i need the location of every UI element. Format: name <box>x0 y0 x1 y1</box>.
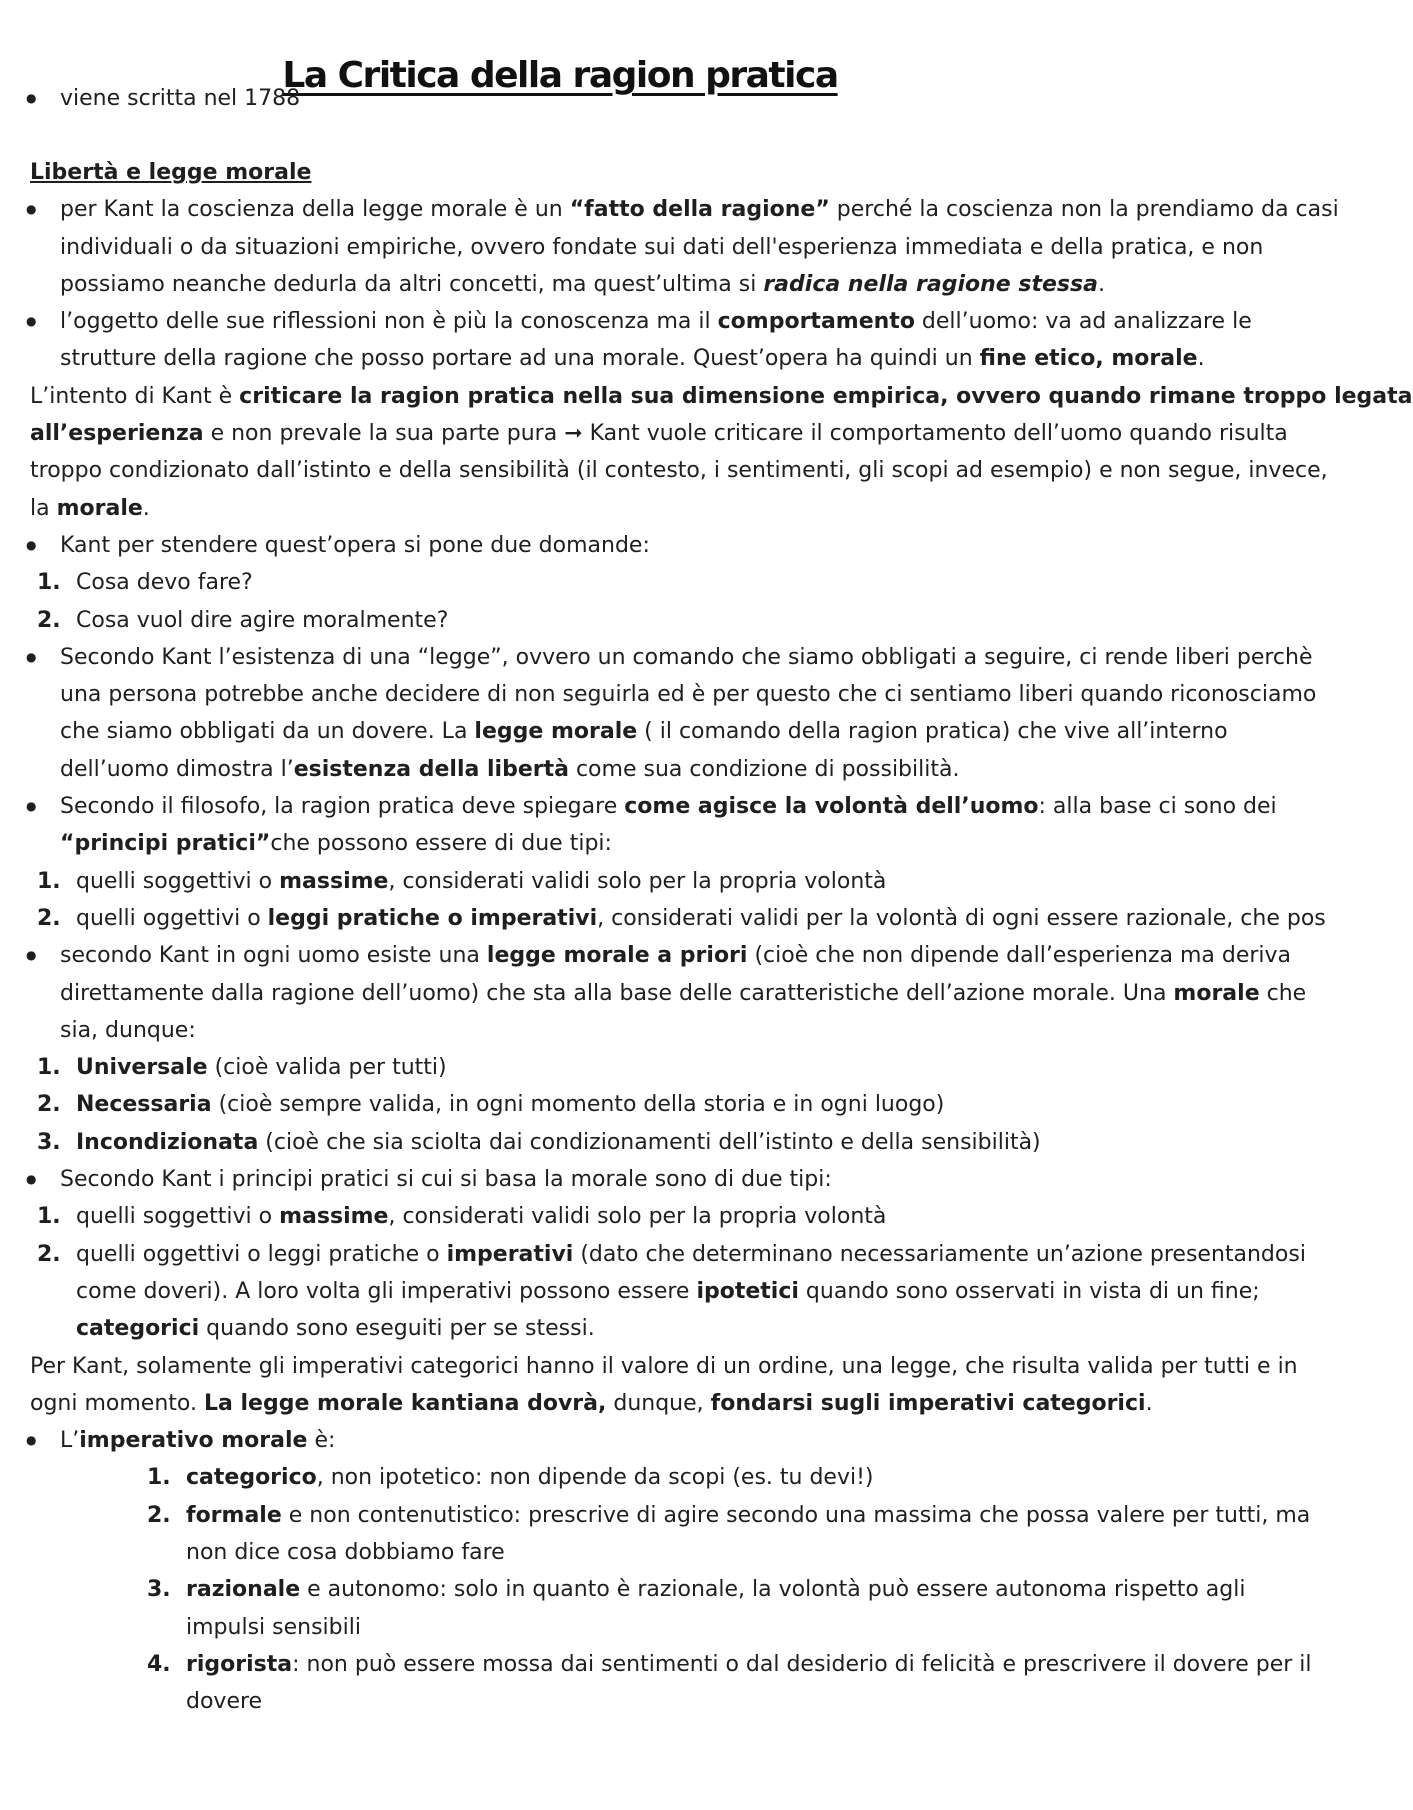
paragraph-imperativi-categorici: Per Kant, solamente gli imperativi categorici hanno il valore di un ordine, una legge, che risulta valida per tutti e in <box>30 1353 1298 1379</box>
text-line: troppo condizionato dall’istinto e della sensibilità (il contesto, i sentimenti, gli scopi ad esempio) e non segue, invece, <box>30 458 1328 484</box>
bullet-imperativo-morale: ● L’imperativo morale è: <box>30 1422 1260 1459</box>
text-line: direttamente dalla ragione dell’uomo) che sta alla base delle caratteristiche dell’azione morale. Una morale che <box>60 980 1307 1006</box>
bullet-domande: ● Kant per stendere quest’opera si pone due domande: <box>30 527 1260 564</box>
list-item: 1. Universale (cioè valida per tutti) <box>37 1055 447 1081</box>
list-item: 1. categorico, non ipotetico: non dipende da scopi (es. tu devi!) <box>147 1465 874 1491</box>
list-item: 1. quelli soggettivi o massime, considerati validi solo per la propria volontà <box>37 1204 887 1230</box>
list-item: 4. rigorista: non può essere mossa dai sentimenti o dal desiderio di felicità e prescrivere il dovere per il <box>147 1651 1312 1677</box>
bullet-oggetto: ● l’oggetto delle sue riflessioni non è più la conoscenza ma il comportamento dell’uomo: va ad analizzare le <box>30 303 1260 340</box>
text-line: dell’uomo dimostra l’esistenza della libertà come sua condizione di possibilità. <box>60 756 960 782</box>
document-body <box>30 80 1413 1720</box>
bullet-legge-liberta: ● Secondo Kant l’esistenza di una “legge”, ovvero un comando che siamo obbligati a seguire, ci rende liberi perchè <box>30 639 1260 676</box>
text-line: ogni momento. La legge morale kantiana dovrà, dunque, fondarsi sugli imperativi categorici. <box>30 1390 1153 1416</box>
list-item: 1. quelli soggettivi o massime, considerati validi solo per la propria volontà <box>37 868 887 894</box>
list-item: 3. razionale e autonomo: solo in quanto è razionale, la volontà può essere autonoma rispetto agli <box>147 1577 1246 1603</box>
text-line: individuali o da situazioni empiriche, ovvero fondate sui dati dell'esperienza immediata e della pratica, e non <box>60 234 1264 260</box>
list-item: 2. Cosa vuol dire agire moralmente? <box>37 607 449 633</box>
list-item: 3. Incondizionata (cioè che sia sciolta dai condizionamenti dell’istinto e della sensibilità) <box>37 1129 1041 1155</box>
text-line: “principi pratici”che possono essere di due tipi: <box>60 831 612 857</box>
list-item: 2. formale e non contenutistico: prescrive di agire secondo una massima che possa valere per tutti, ma <box>147 1502 1311 1528</box>
intro-bullet: ● viene scritta nel 1788 <box>30 80 1260 117</box>
bullet-due-tipi: ● Secondo Kant i principi pratici si cui si basa la morale sono di due tipi: <box>30 1161 1260 1198</box>
text-line: strutture della ragione che posso portare ad una morale. Quest’opera ha quindi un fine etico, morale. <box>60 346 1205 372</box>
text-line: una persona potrebbe anche decidere di non seguirla ed è per questo che ci sentiamo liberi quando riconosciamo <box>60 682 1317 708</box>
text-line: non dice cosa dobbiamo fare <box>186 1539 505 1565</box>
bullet-principi-pratici: ● Secondo il filosofo, la ragion pratica deve spiegare come agisce la volontà dell’uomo: alla base ci sono dei <box>30 788 1260 825</box>
list-item: 1. Cosa devo fare? <box>37 570 253 596</box>
text-line: sia, dunque: <box>60 1017 196 1043</box>
text-line: possiamo neanche dedurla da altri concetti, ma quest’ultima si radica nella ragione stessa. <box>60 271 1105 297</box>
bullet-legge-a-priori: ● secondo Kant in ogni uomo esiste una legge morale a priori (cioè che non dipende dall’esperienza ma deriva <box>30 937 1260 974</box>
list-item: 2. quelli oggettivi o leggi pratiche o imperativi, considerati validi per la volontà di ogni essere razionale, che pos <box>37 905 1326 931</box>
bullet-fatto-della-ragione: ● per Kant la coscienza della legge morale è un “fatto della ragione” perché la coscienza non la prendiamo da casi <box>30 191 1260 228</box>
paragraph-intento: L’intento di Kant è criticare la ragion pratica nella sua dimensione empirica, ovvero quando rimane troppo legata <box>30 383 1413 409</box>
page-title: La Critica della ragion pratica <box>282 55 838 97</box>
text-line: dovere <box>186 1689 263 1715</box>
section-heading: Libertà e legge morale <box>30 160 312 186</box>
text-line: la morale. <box>30 495 150 521</box>
text-line: all’esperienza e non prevale la sua parte pura ➞ Kant vuole criticare il comportamento dell’uomo quando risulta <box>30 421 1288 447</box>
text-line: categorici quando sono eseguiti per se stessi. <box>76 1316 595 1342</box>
text-line: come doveri). A loro volta gli imperativi possono essere ipotetici quando sono osservati in vista di un fine; <box>76 1278 1260 1304</box>
text-line: che siamo obbligati da un dovere. La legge morale ( il comando della ragion pratica) che vive all’interno <box>60 719 1228 745</box>
list-item: 2. quelli oggettivi o leggi pratiche o imperativi (dato che determinano necessariamente un’azione presentandosi <box>37 1241 1306 1267</box>
arrow-right-icon: ➞ <box>564 421 583 447</box>
text-line: impulsi sensibili <box>186 1614 361 1640</box>
list-item: 2. Necessaria (cioè sempre valida, in ogni momento della storia e in ogni luogo) <box>37 1092 945 1118</box>
